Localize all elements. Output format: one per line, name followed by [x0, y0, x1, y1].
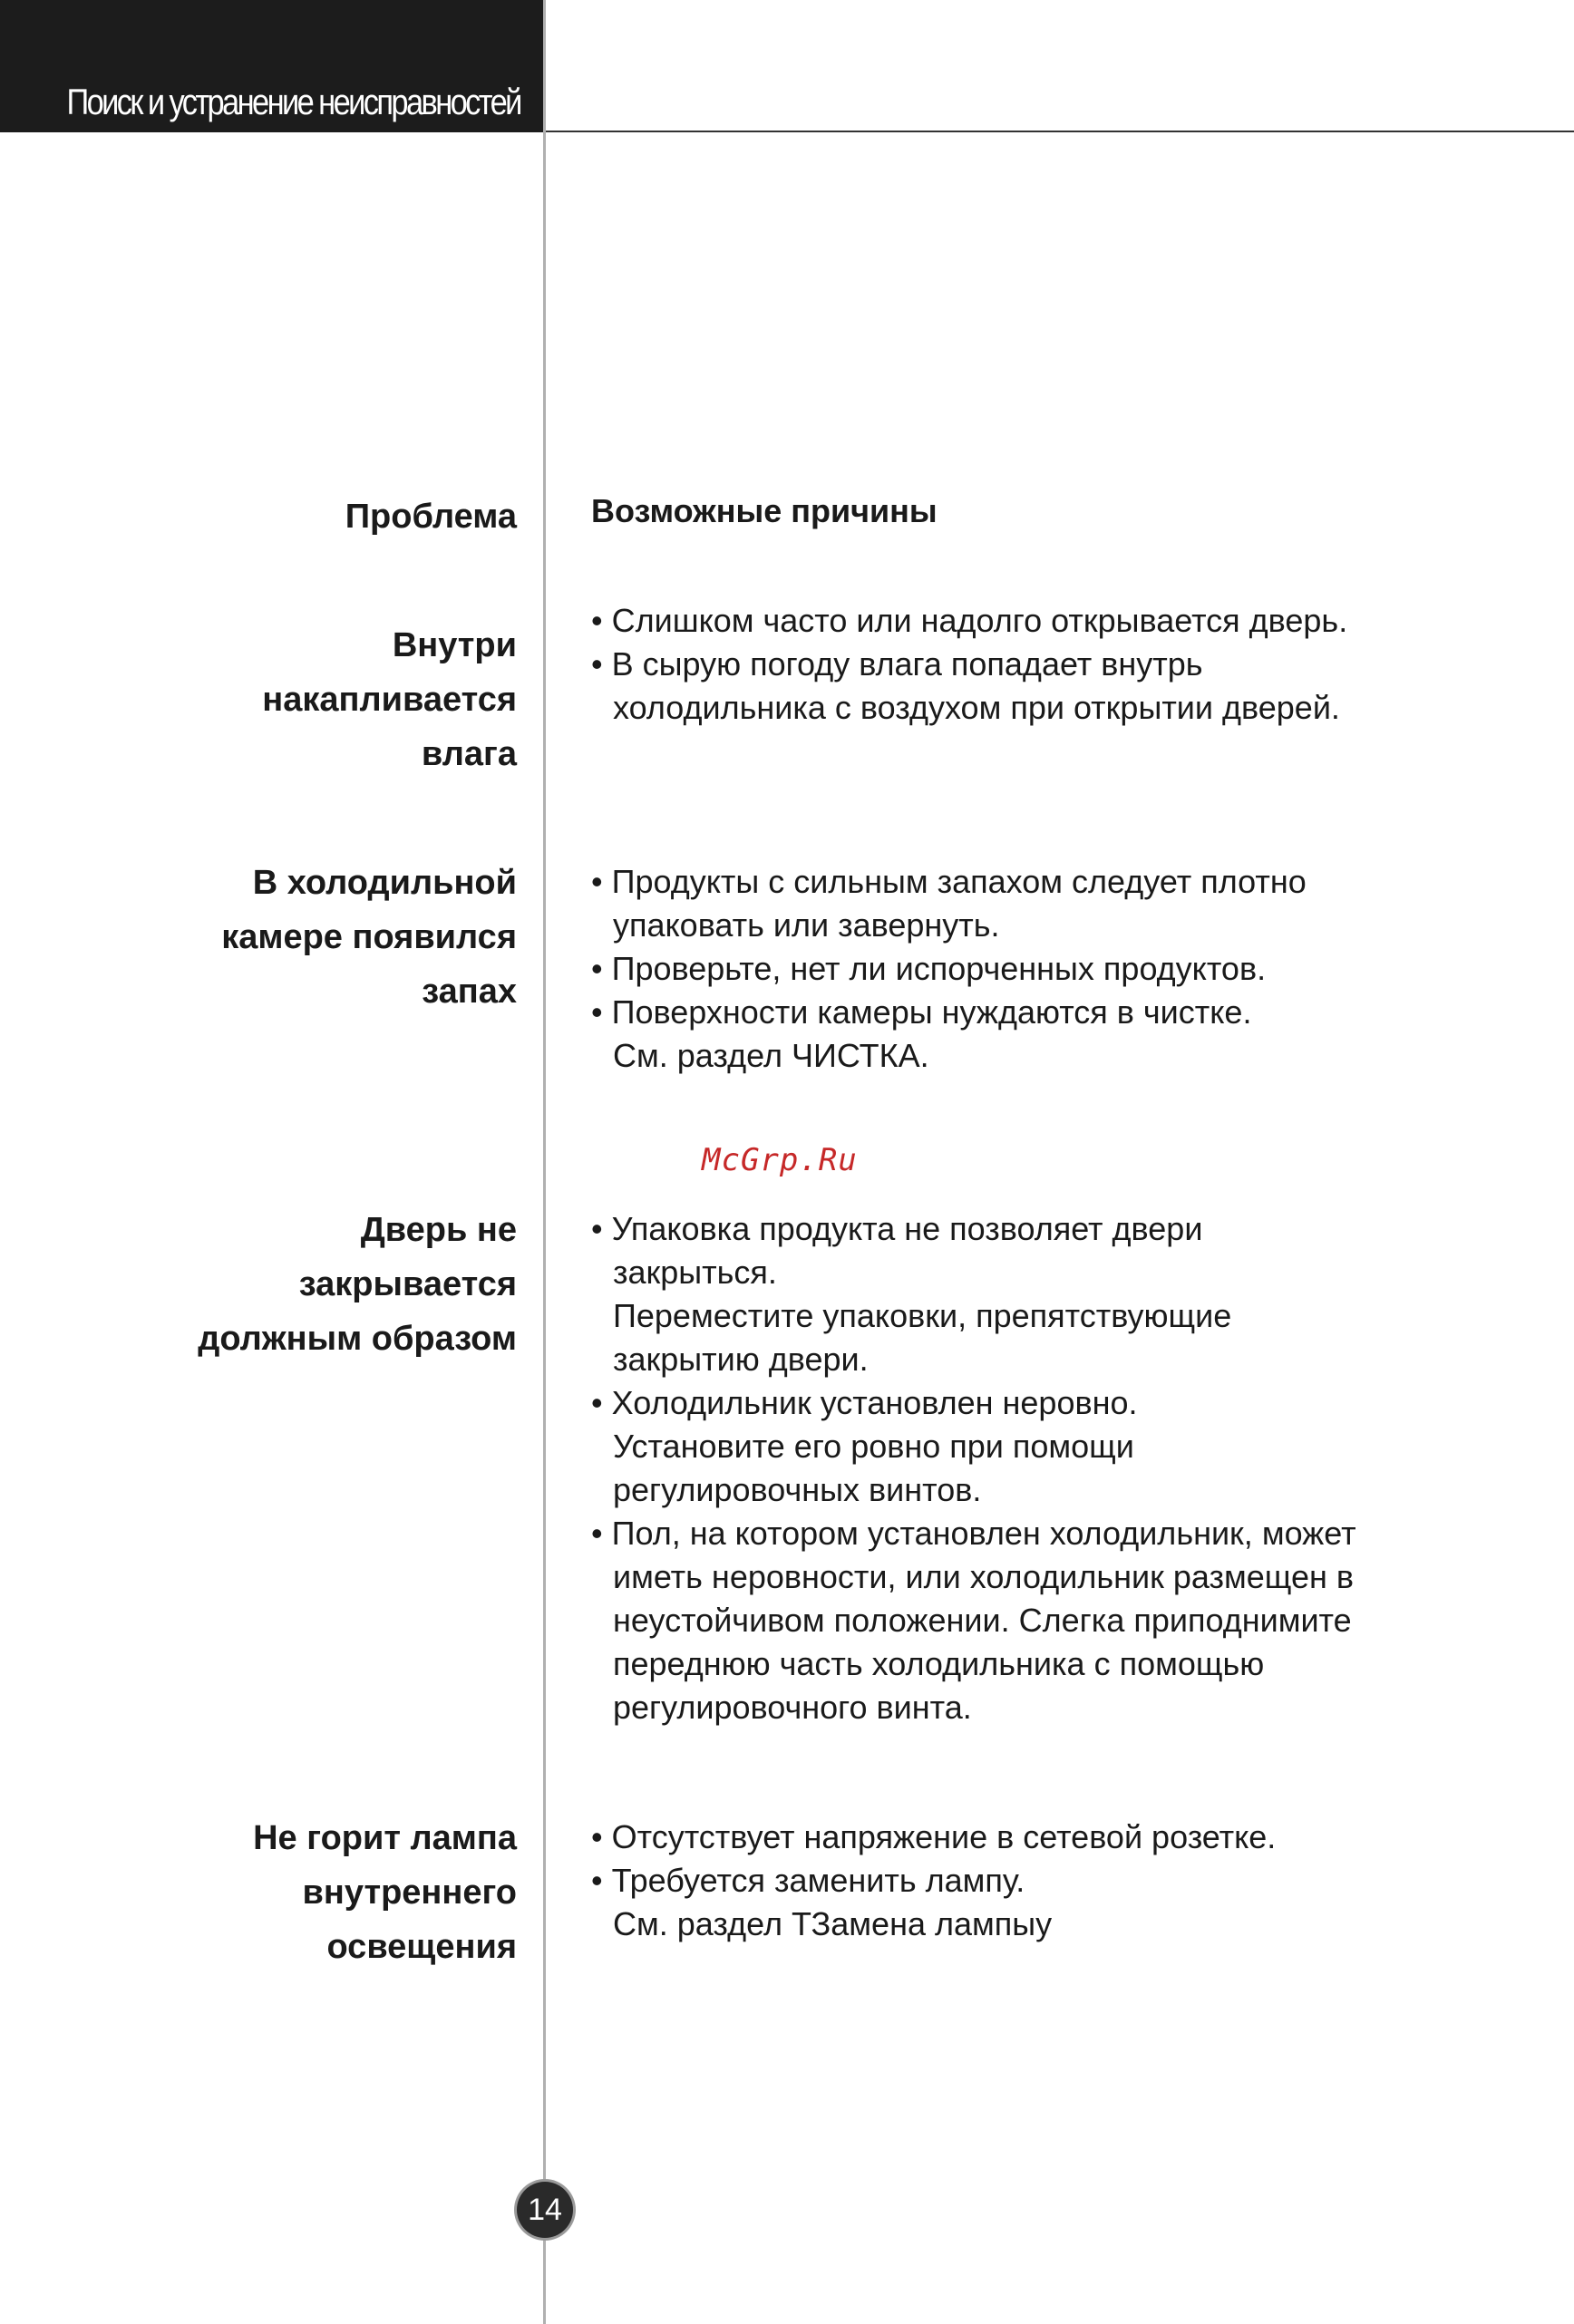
cause-item: • В сырую погоду влага попадает внутрь холодильника с воздухом при открытии дверей.: [591, 645, 1340, 726]
problem-line: накапливается: [262, 681, 517, 719]
cause-item: • Проверьте, нет ли испорченных продуктов.: [591, 950, 1267, 987]
problem-moisture: [9, 618, 517, 781]
watermark: McGrp.Ru: [702, 1142, 858, 1178]
cause-item: • Упаковка продукта не позволяет двери закрыться. Переместите упаковки, препятствующие закрытию двери.: [591, 1210, 1232, 1378]
problem-line: Дверь не: [360, 1211, 517, 1249]
causes-moisture: [591, 599, 1498, 730]
problem-line: Не горит лампа: [253, 1819, 517, 1857]
header-rule: [544, 131, 1574, 132]
problem-line: должным образом: [198, 1320, 517, 1358]
causes-door: [591, 1207, 1498, 1729]
problem-line: Внутри: [392, 626, 517, 664]
problem-line: влага: [421, 735, 517, 773]
problem-line: внутреннего: [302, 1874, 517, 1912]
column-header-problem: Проблема: [345, 498, 517, 536]
problem-line: В холодильной: [252, 864, 517, 902]
cause-item: • Поверхности камеры нуждаются в чистке. См. раздел ЧИСТКА.: [591, 993, 1252, 1074]
cause-item: • Отсутствует напряжение в сетевой розетке.: [591, 1818, 1277, 1855]
cause-item: • Слишком часто или надолго открывается дверь.: [591, 602, 1348, 639]
cause-item: • Продукты с сильным запахом следует плотно упаковать или завернуть.: [591, 863, 1307, 944]
cause-item: • Холодильник установлен неровно. Установите его ровно при помощи регулировочных винтов.: [591, 1384, 1138, 1508]
problem-lamp: [9, 1811, 517, 1974]
cause-item: • Пол, на котором установлен холодильник, может иметь неровности, или холодильник размещен в неустойчивом положении. Слегка приподнимите переднюю часть холодильника с помощью регулировочного винта.: [591, 1515, 1356, 1726]
problem-odor: [9, 856, 517, 1019]
causes-lamp: [591, 1816, 1498, 1946]
page-number: 14: [517, 2182, 573, 2238]
problem-line: закрывается: [298, 1265, 517, 1303]
problem-line: запах: [422, 973, 517, 1011]
page-title: Поиск и устранение неисправностей: [66, 82, 520, 122]
cause-item: • Требуется заменить лампу. См. раздел ТЗамена лампыу: [591, 1862, 1053, 1942]
column-divider: [543, 0, 546, 2324]
causes-odor: [591, 860, 1498, 1078]
header-block: [0, 0, 544, 132]
problem-line: камере появился: [221, 918, 517, 956]
column-header-causes: Возможные причины: [591, 492, 938, 529]
problem-door: [9, 1203, 517, 1366]
problem-line: освещения: [326, 1928, 517, 1966]
